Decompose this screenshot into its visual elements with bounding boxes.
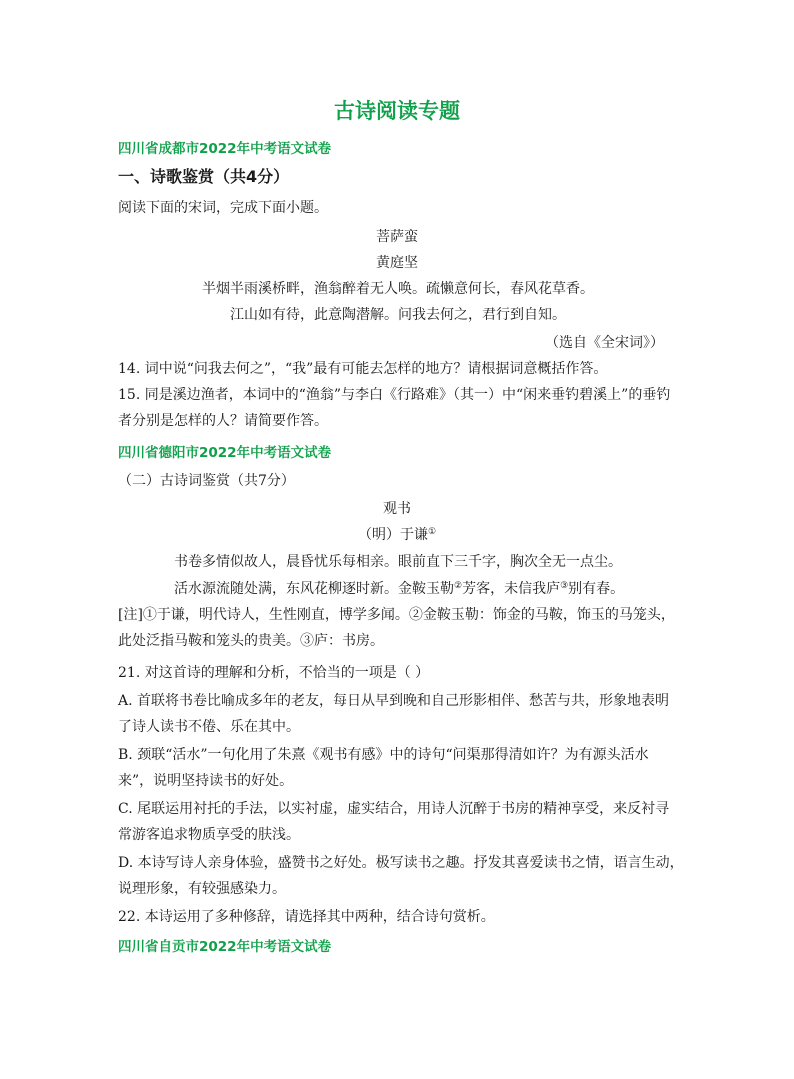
source-label: 四川省自贡市2022年中考语文试卷 bbox=[118, 939, 332, 955]
option-c: C. 尾联运用衬托的手法，以实衬虚，虚实结合，用诗人沉醉于书房的精神享受，来反衬寻 bbox=[118, 801, 670, 817]
poem-source: （选自《全宋词》） bbox=[545, 335, 664, 351]
question-15: 15. 同是溪边渔者，本词中的“渔翁”与李白《行路难》（其一）中“闲来垂钓碧溪上”的垂钓 bbox=[118, 387, 671, 403]
option-c-cont: 常游客追求物质享受的肤浅。 bbox=[118, 827, 300, 843]
poem-title: 菩萨蛮 bbox=[376, 229, 418, 245]
footnote-marker: ① bbox=[427, 527, 437, 537]
option-b-cont: 来”，说明坚持读书的好处。 bbox=[118, 773, 294, 789]
notes-line: [注]①于谦，明代诗人，生性刚直，博学多闻。②金鞍玉勒：饰金的马鞍，饰玉的马笼头， bbox=[118, 607, 675, 623]
poem-line: 书卷多情似故人，晨昏忧乐每相亲。眼前直下三千字，胸次全无一点尘。 bbox=[174, 554, 622, 570]
footnote-marker: ③ bbox=[560, 581, 569, 591]
instruction-text: 阅读下面的宋词，完成下面小题。 bbox=[118, 200, 328, 216]
question-14: 14. 词中说“问我去何之”，“我”最有可能去怎样的地方？请根据词意概括作答。 bbox=[118, 361, 608, 377]
source-label: 四川省德阳市2022年中考语文试卷 bbox=[118, 445, 332, 461]
section-heading: 一、诗歌鉴赏（共4分） bbox=[118, 167, 290, 186]
notes-line: 此处泛指马鞍和笼头的贵美。③庐：书房。 bbox=[118, 633, 384, 649]
question-22: 22. 本诗运用了多种修辞，请选择其中两种，结合诗句赏析。 bbox=[118, 909, 495, 925]
option-b: B. 颈联“活水”一句化用了朱熹《观书有感》中的诗句“问渠那得清如许？为有源头活水 bbox=[118, 747, 649, 763]
option-d: D. 本诗写诗人亲身体验，盛赞书之好处。极写读书之趣。抒发其喜爱读书之情，语言生动， bbox=[118, 855, 684, 871]
poem-line: 活水源流随处满，东风花柳逐时新。金鞍玉勒②芳客，未信我庐③别有春。 bbox=[174, 581, 625, 597]
option-d-cont: 说理形象，有较强感染力。 bbox=[118, 881, 286, 897]
poem-title: 观书 bbox=[383, 501, 411, 517]
poem-author: （明）于谦① bbox=[357, 527, 437, 543]
section-heading: （二）古诗词鉴赏（共7分） bbox=[118, 473, 295, 489]
footnote-marker: ② bbox=[454, 581, 463, 591]
option-a: A. 首联将书卷比喻成多年的老友，每日从早到晚和自己形影相伴、愁苦与共，形象地表明 bbox=[118, 693, 670, 709]
source-label: 四川省成都市2022年中考语文试卷 bbox=[118, 141, 332, 157]
question-15-cont: 者分别是怎样的人？请简要作答。 bbox=[118, 413, 328, 429]
poem-line: 半烟半雨溪桥畔，渔翁醉着无人唤。疏懒意何长，春风花草香。 bbox=[202, 281, 594, 297]
option-a-cont: 了诗人读书不倦、乐在其中。 bbox=[118, 719, 300, 735]
page-title: 古诗阅读专题 bbox=[334, 98, 460, 123]
poem-line: 江山如有待，此意陶潜解。问我去何之，君行到自知。 bbox=[230, 307, 566, 323]
poem-author: 黄庭坚 bbox=[376, 255, 418, 271]
question-21: 21. 对这首诗的理解和分析，不恰当的一项是（ ） bbox=[118, 665, 430, 681]
